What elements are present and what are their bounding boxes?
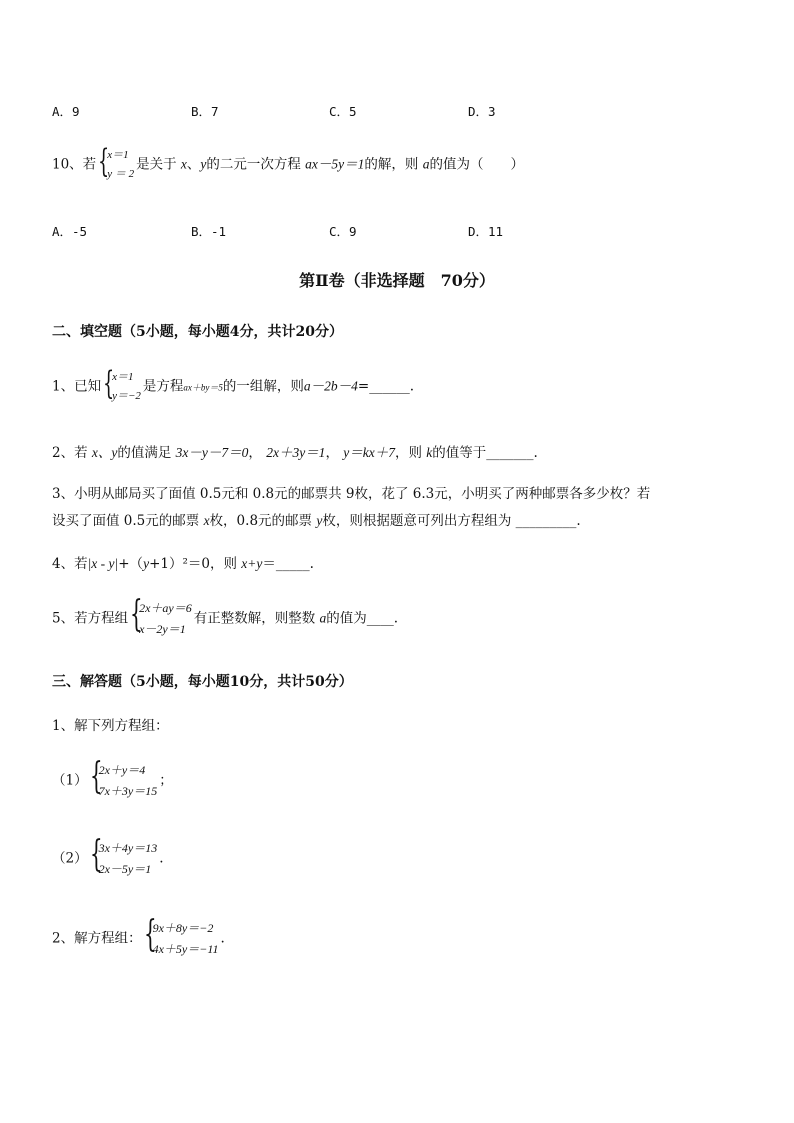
f4-blank: ＝_____.: [262, 556, 314, 572]
s1-p1-sys-line1: 2x＋y＝4: [98, 763, 146, 777]
q10-sys-line1: x＝1: [107, 149, 129, 161]
s2-equation-system: [143, 914, 219, 960]
f4-absolute-value: |x - y|: [87, 556, 119, 571]
q10-option-a: A．-5: [52, 224, 88, 239]
q10-text3: 的解，则: [364, 156, 419, 173]
f3-text-a: 设买了面值 0.5元的邮票: [52, 513, 200, 529]
brace: {: [98, 142, 110, 180]
f5-text1: 有正整数解，则整数: [193, 610, 316, 627]
s2-prompt: 2、解方程组：: [52, 930, 142, 947]
s2-end: .: [220, 930, 225, 947]
s1-p2-equation-system: [89, 834, 158, 880]
s1-p2-label: （2）: [52, 850, 88, 867]
f2-comma-2: ，: [325, 445, 339, 461]
f4-var-y: y: [143, 556, 150, 571]
brace: {: [130, 594, 143, 635]
solve-1-prompt: 1、解下列方程组：: [52, 718, 169, 734]
f2-text1: 的值满足: [117, 445, 172, 461]
brace: {: [103, 364, 115, 402]
f2-vars: x、y: [91, 445, 118, 460]
q10-var-x: x: [180, 156, 187, 172]
q10-text2: 的二元一次方程: [206, 156, 301, 173]
f5-blank: 的值为____.: [326, 610, 399, 627]
fill-in-1: [52, 364, 415, 406]
question-10: [52, 142, 524, 184]
s1-p2-sys-line1: 3x＋4y＝13: [98, 841, 158, 855]
q10-var-a: a: [422, 156, 430, 172]
f5-sys-line2: x－2y＝1: [139, 622, 186, 636]
fill-in-3-line1: 3、小明从邮局买了面值 0.5元和 0.8元的邮票共 9枚，花了 6.3元，小明买了两种邮票各多少枚？若: [52, 486, 651, 502]
f2-equation-2: 2x＋3y＝1: [266, 445, 326, 460]
q10-option-c: C．9: [329, 224, 357, 239]
f5-sys-line1: 2x＋ay＝6: [139, 601, 192, 615]
f4-number: 4、若: [52, 556, 88, 572]
q9-option-c: C．5: [329, 104, 357, 119]
q10-option-b: B．-1: [191, 224, 227, 239]
q10-text1: 是关于: [136, 156, 177, 173]
q10-number: 10、若: [52, 156, 97, 173]
f1-equation: ax＋by＝5: [183, 382, 223, 393]
f3-var-y: y: [316, 513, 323, 528]
q10-equation-system: [98, 142, 135, 184]
f1-sys-line2: y＝−2: [112, 390, 141, 402]
f4-rest: +1）²＝0，则: [149, 556, 237, 572]
f2-number: 2、若: [52, 445, 88, 461]
s1-p1-label: （1）: [52, 772, 88, 789]
q9-option-b: B．7: [191, 104, 219, 119]
q10-sys-line2: y ＝ 2: [107, 168, 135, 180]
q9-option-d: D．3: [468, 104, 496, 119]
f3-var-x: x: [203, 513, 210, 528]
s1-p1-end: ；: [159, 772, 173, 789]
f5-var-a: a: [319, 610, 327, 626]
f5-number: 5、若方程组: [52, 610, 129, 627]
q10-text4: 的值为（ ）: [429, 156, 524, 173]
s2-sys-line2: 4x＋5y＝−11: [152, 942, 219, 956]
f2-text2: ，则: [394, 445, 422, 461]
f2-blank: 的值等于_______.: [432, 445, 538, 461]
solve-2: [52, 914, 225, 960]
section-2-heading: 二、填空题（5小题，每小题4分，共计20分）: [52, 324, 343, 340]
f2-comma-1: ，: [248, 445, 262, 461]
f2-equation-3: y＝kx＋7: [343, 445, 395, 460]
s1-p2-sys-line2: 2x－5y＝1: [98, 862, 152, 876]
f5-equation-system: [130, 594, 192, 640]
f3-text-b: 枚，0.8元的邮票: [209, 513, 313, 529]
q10-var-y: y: [200, 156, 207, 172]
s1-p1-equation-system: [89, 756, 158, 802]
f3-blank: 枚，则根据题意可列出方程组为 _________.: [322, 513, 581, 529]
q10-option-d: D．11: [468, 224, 504, 239]
fill-in-5: [52, 594, 399, 640]
f1-equation-system: [103, 364, 141, 406]
brace: {: [89, 834, 103, 875]
solve-1-part-1: [52, 756, 173, 802]
f1-expression: a－2b－4: [303, 378, 358, 394]
solve-1-part-2: [52, 834, 164, 880]
brace: {: [89, 756, 103, 797]
f1-sys-line1: x＝1: [112, 371, 134, 383]
f1-number: 1、已知: [52, 378, 102, 395]
f1-text2: 的一组解，则: [222, 378, 304, 395]
fill-in-4: [52, 552, 314, 572]
q9-option-a: A．9: [52, 104, 80, 119]
f2-var-k: k: [426, 445, 433, 460]
f1-blank: =______.: [357, 378, 415, 395]
q10-sep: 、: [186, 156, 201, 173]
brace: {: [143, 914, 157, 955]
part-2-title: 第Ⅱ卷（非选择题 70分）: [299, 271, 495, 290]
f4-plus: +（: [118, 556, 144, 572]
q10-equation: ax－5y＝1: [305, 156, 365, 172]
f2-equation-1: 3x－y－7＝0: [175, 445, 249, 460]
f1-text1: 是方程: [142, 378, 184, 395]
f4-expression: x+y: [241, 556, 263, 571]
fill-in-3-line2: [52, 509, 581, 529]
section-3-heading: 三、解答题（5小题，每小题10分，共计50分）: [52, 674, 353, 690]
s2-sys-line1: 9x＋8y＝−2: [152, 921, 214, 935]
fill-in-2: [52, 441, 538, 461]
s1-p1-sys-line2: 7x＋3y＝15: [98, 784, 158, 798]
s1-p2-end: .: [159, 850, 164, 867]
